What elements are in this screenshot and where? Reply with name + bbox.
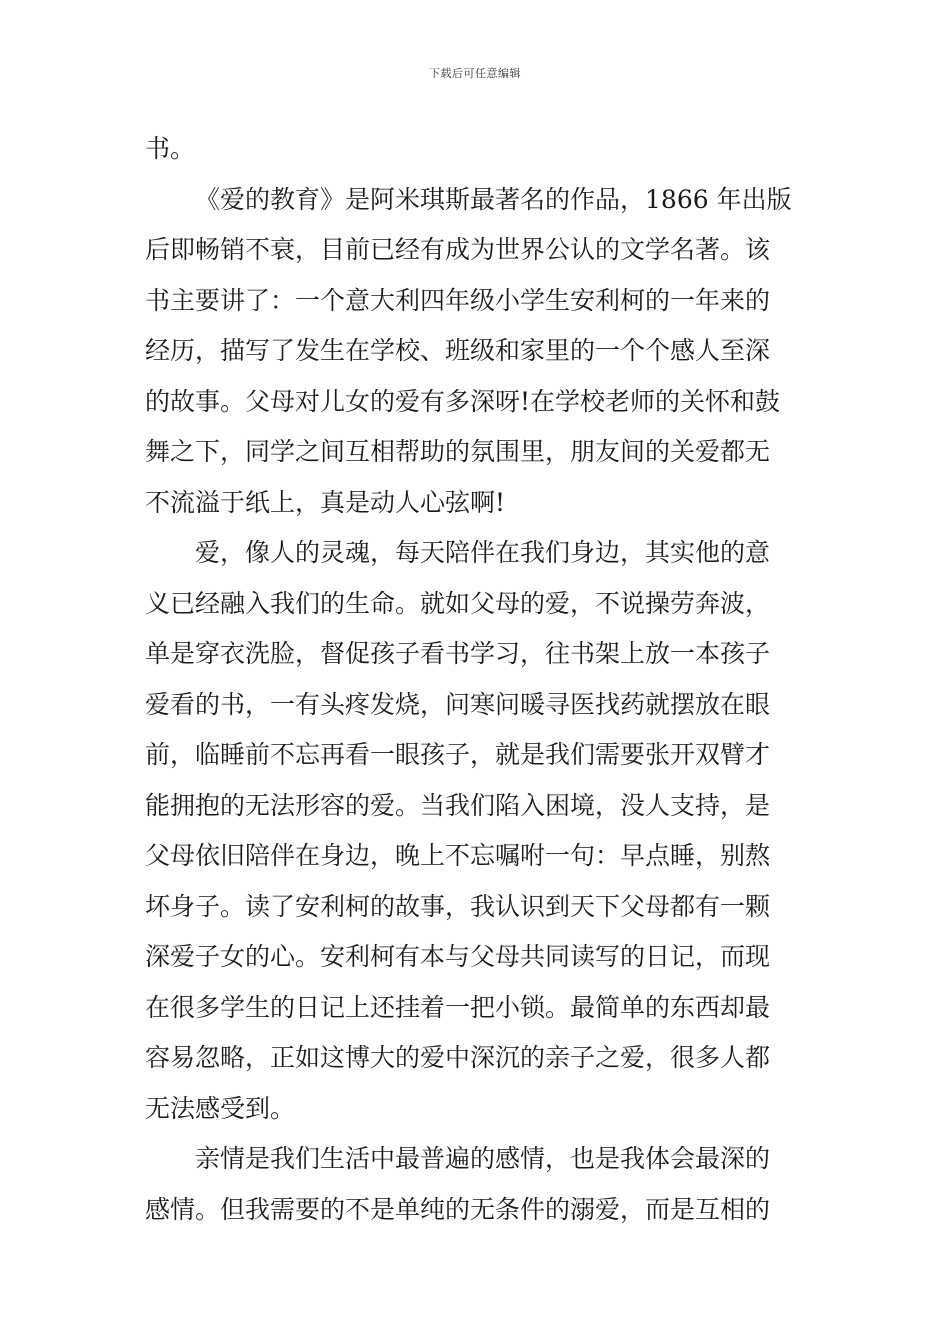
text-line: 深爱子女的心。安利柯有本与父母共同读写的日记，而现 xyxy=(145,942,771,971)
paragraph-4 xyxy=(145,1134,807,1235)
paragraph-1 xyxy=(145,124,807,175)
text-line: 单是穿衣洗脸，督促孩子看书学习，往书架上放一本孩子 xyxy=(145,639,771,668)
text-line: 的故事。父母对儿女的爱有多深呀!在学校老师的关怀和鼓 xyxy=(145,386,781,416)
text-line: 后即畅销不衰，目前已经有成为世界公认的文学名著。该 xyxy=(145,235,771,264)
text-line: 经历，描写了发生在学校、班级和家里的一个个感人至深 xyxy=(145,336,771,365)
text-line: 无法感受到。 xyxy=(145,1093,296,1123)
text-line: 义已经融入我们的生命。就如父母的爱，不说操劳奔波， xyxy=(145,588,771,618)
text-line: 容易忽略，正如这博大的爱中深沉的亲子之爱，很多人都 xyxy=(145,1043,771,1072)
page-header: 下载后可任意编辑 xyxy=(429,67,521,80)
text-line: 书。 xyxy=(145,134,196,163)
text-line: 亲情是我们生活中最普遍的感情，也是我体会最深的 xyxy=(195,1144,771,1173)
text-line: 前，临睡前不忘再看一眼孩子，就是我们需要张开双臂才 xyxy=(145,740,771,769)
paragraph-2 xyxy=(145,175,807,529)
text-line: 不流溢于纸上，真是动人心弦啊! xyxy=(145,487,506,517)
text-line: 感情。但我需要的不是单纯的无条件的溺爱，而是互相的 xyxy=(145,1194,771,1224)
text-line: 舞之下，同学之间互相帮助的氛围里，朋友间的关爱都无 xyxy=(145,437,771,466)
text-line: 《爱的教育》是阿米琪斯最著名的作品，1866 年出版 xyxy=(195,184,792,214)
text-line: 书主要讲了：一个意大利四年级小学生安利柯的一年来的 xyxy=(145,285,771,315)
text-line: 坏身子。读了安利柯的故事，我认识到天下父母都有一颗 xyxy=(145,891,771,921)
paragraph-3 xyxy=(145,528,807,1134)
document-body xyxy=(145,124,807,1235)
text-line: 爱看的书，一有头疼发烧，问寒问暖寻医找药就摆放在眼 xyxy=(145,689,771,719)
text-line: 在很多学生的日记上还挂着一把小锁。最简单的东西却最 xyxy=(145,992,771,1022)
text-line: 爱，像人的灵魂，每天陪伴在我们身边，其实他的意 xyxy=(195,538,771,567)
text-line: 能拥抱的无法形容的爱。当我们陷入困境，没人支持，是 xyxy=(145,790,771,820)
text-line: 父母依旧陪伴在身边，晚上不忘嘱咐一句：早点睡，别熬 xyxy=(145,841,771,870)
